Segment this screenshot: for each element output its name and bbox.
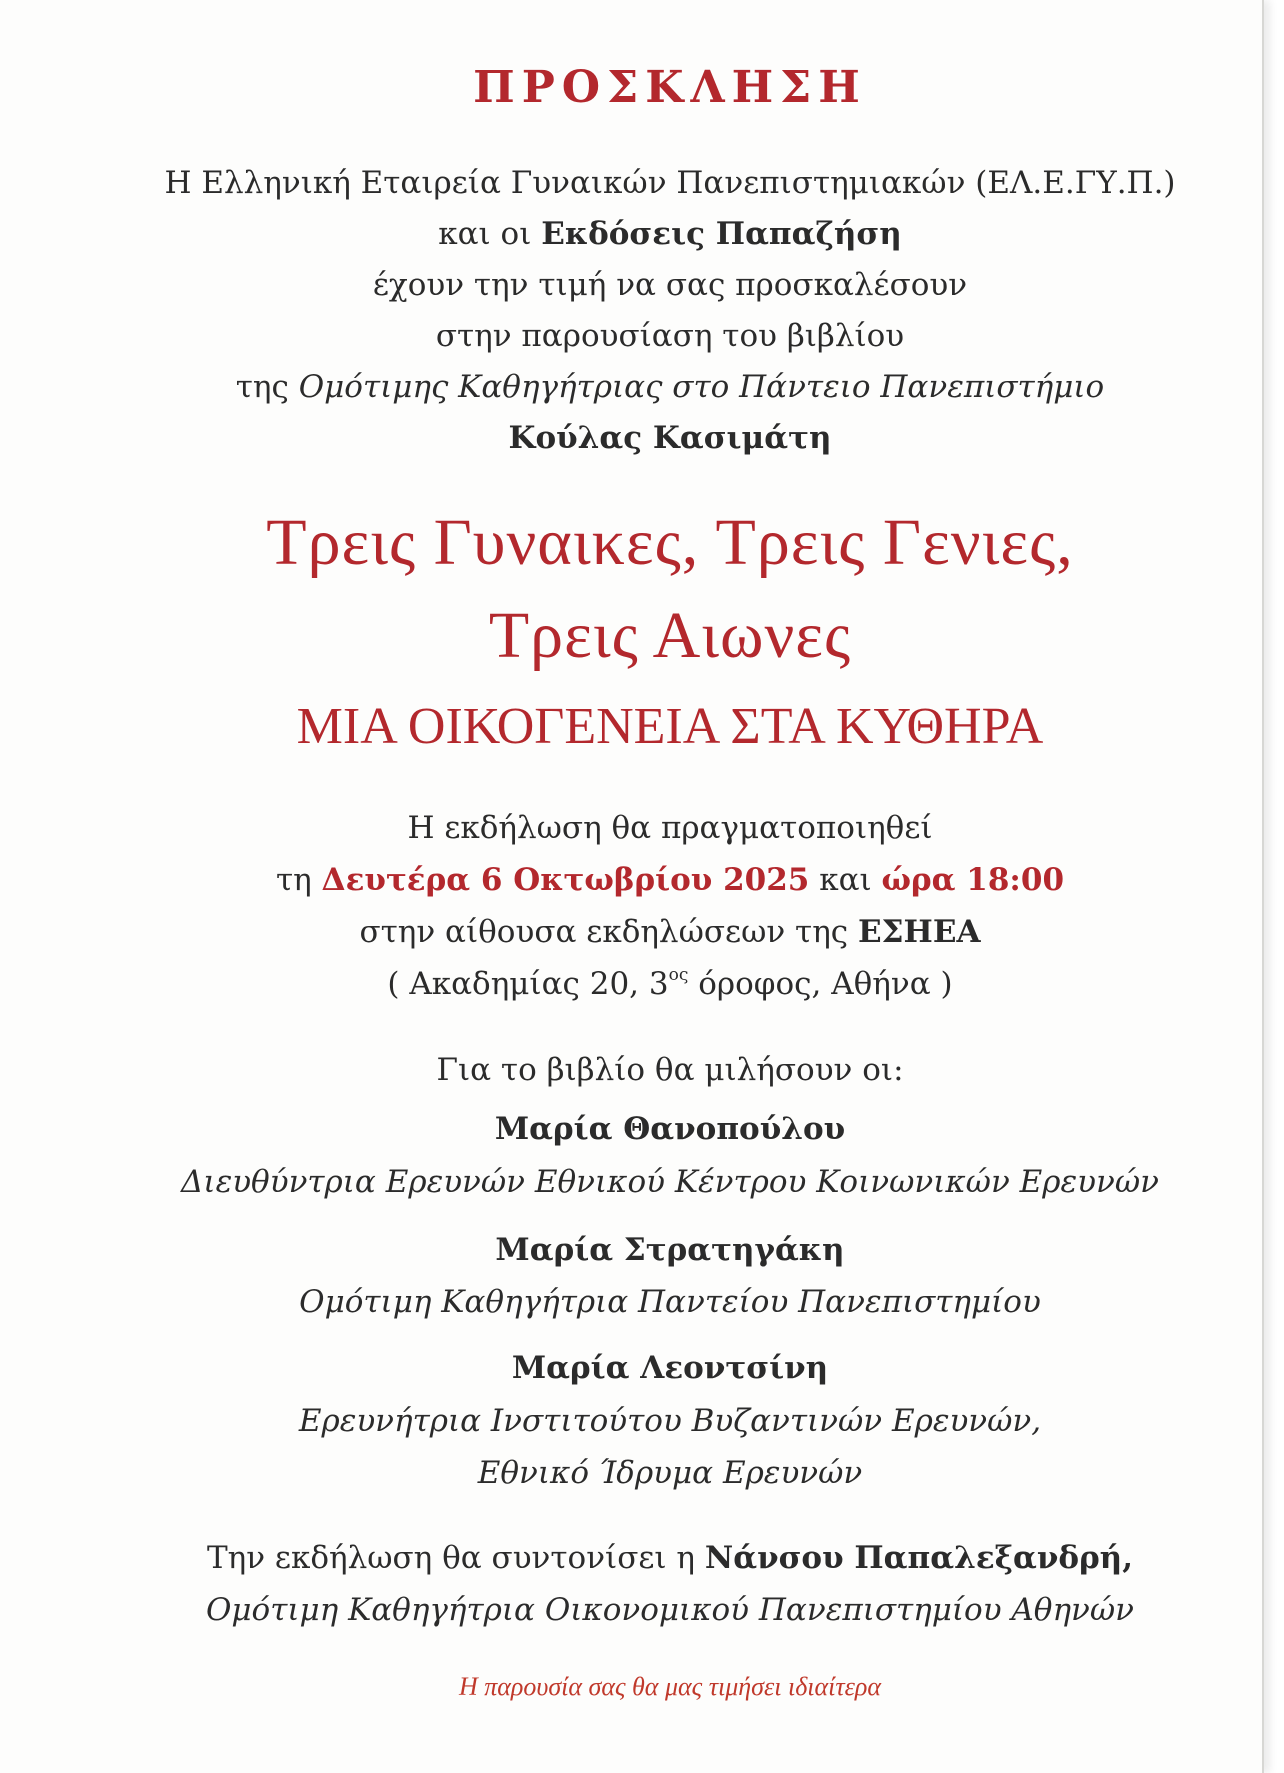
- time-connector: και: [809, 862, 882, 898]
- moderator-prefix: Την εκδήλωση θα συντονίσει η: [206, 1540, 705, 1576]
- speakers-intro: Για το βιβλίο θα μιλήσουν οι:: [436, 1052, 904, 1088]
- publisher-line: [0, 216, 1284, 252]
- address-superscript: ος: [668, 965, 689, 985]
- speaker-role: Διευθύντρια Ερευνών Εθνικού Κέντρου Κοινωνικών Ερευνών: [181, 1164, 1159, 1200]
- venue-line: [0, 914, 1284, 950]
- venue-name: ΕΣΗΕΑ: [858, 914, 981, 950]
- author-title-line: [0, 369, 1284, 405]
- address-before: ( Ακαδημίας 20, 3: [387, 966, 669, 1002]
- address-after: όροφος, Αθήνα ): [688, 966, 953, 1002]
- speaker-role: Ερευνήτρια Ινστιτούτου Βυζαντινών Ερευνών,: [298, 1403, 1042, 1439]
- moderator-line: [0, 1540, 1284, 1576]
- moderator-name: Νάνσου Παπαλεξανδρή,: [704, 1540, 1134, 1576]
- author-title-prefix: της: [235, 369, 299, 405]
- speaker-role: Ομότιμη Καθηγήτρια Παντείου Πανεπιστημίου: [299, 1284, 1041, 1320]
- speaker-name: Μαρία Θανοπούλου: [494, 1111, 846, 1147]
- publisher-prefix: και οι: [438, 216, 542, 252]
- presentation-line: στην παρουσίαση του βιβλίου: [435, 318, 905, 354]
- book-title-line2: Τρεις Αιωνες: [488, 599, 852, 672]
- event-date-line: [0, 862, 1284, 898]
- moderator-role: Ομότιμη Καθηγήτρια Οικονομικού Πανεπιστημίου Αθηνών: [205, 1592, 1135, 1628]
- closing-line: Η παρουσία σας θα μας τιμήσει ιδιαίτερα: [458, 1672, 882, 1701]
- book-subtitle: ΜΙΑ ΟΙΚΟΓΕΝΕΙΑ ΣΤΑ ΚΥΘΗΡΑ: [296, 698, 1044, 755]
- author-title: Ομότιμης Καθηγήτριας στο Πάντειο Πανεπιστήμιο: [298, 369, 1105, 405]
- venue-prefix: στην αίθουσα εκδηλώσεων της: [359, 914, 858, 950]
- author-name: Κούλας Κασιμάτη: [508, 420, 832, 456]
- speaker-name: Μαρία Λεοντσίνη: [511, 1350, 829, 1386]
- date-prefix: τη: [275, 862, 322, 898]
- speaker-role-line2: Εθνικό Ίδρυμα Ερευνών: [477, 1455, 863, 1491]
- publisher-name: Εκδόσεις Παπαζήση: [541, 216, 902, 252]
- event-date: Δευτέρα 6 Οκτωβρίου 2025: [321, 862, 810, 898]
- event-intro: Η εκδήλωση θα πραγματοποιηθεί: [407, 810, 933, 846]
- honor-line: έχουν την τιμή να σας προσκαλέσουν: [372, 267, 968, 303]
- book-title-line1: Τρεις Γυναικες, Τρεις Γενιες,: [266, 506, 1074, 579]
- speaker-name: Μαρία Στρατηγάκη: [495, 1232, 845, 1268]
- address-line: [0, 966, 1284, 1002]
- invitation-heading: ΠΡΟΣΚΛΗΣΗ: [473, 62, 867, 113]
- org-line-text: Η Ελληνική Εταιρεία Γυναικών Πανεπιστημιακών (ΕΛ.Ε.ΓΥ.Π.): [164, 165, 1176, 201]
- org-line: [0, 165, 1284, 201]
- event-time: ώρα 18:00: [881, 862, 1065, 898]
